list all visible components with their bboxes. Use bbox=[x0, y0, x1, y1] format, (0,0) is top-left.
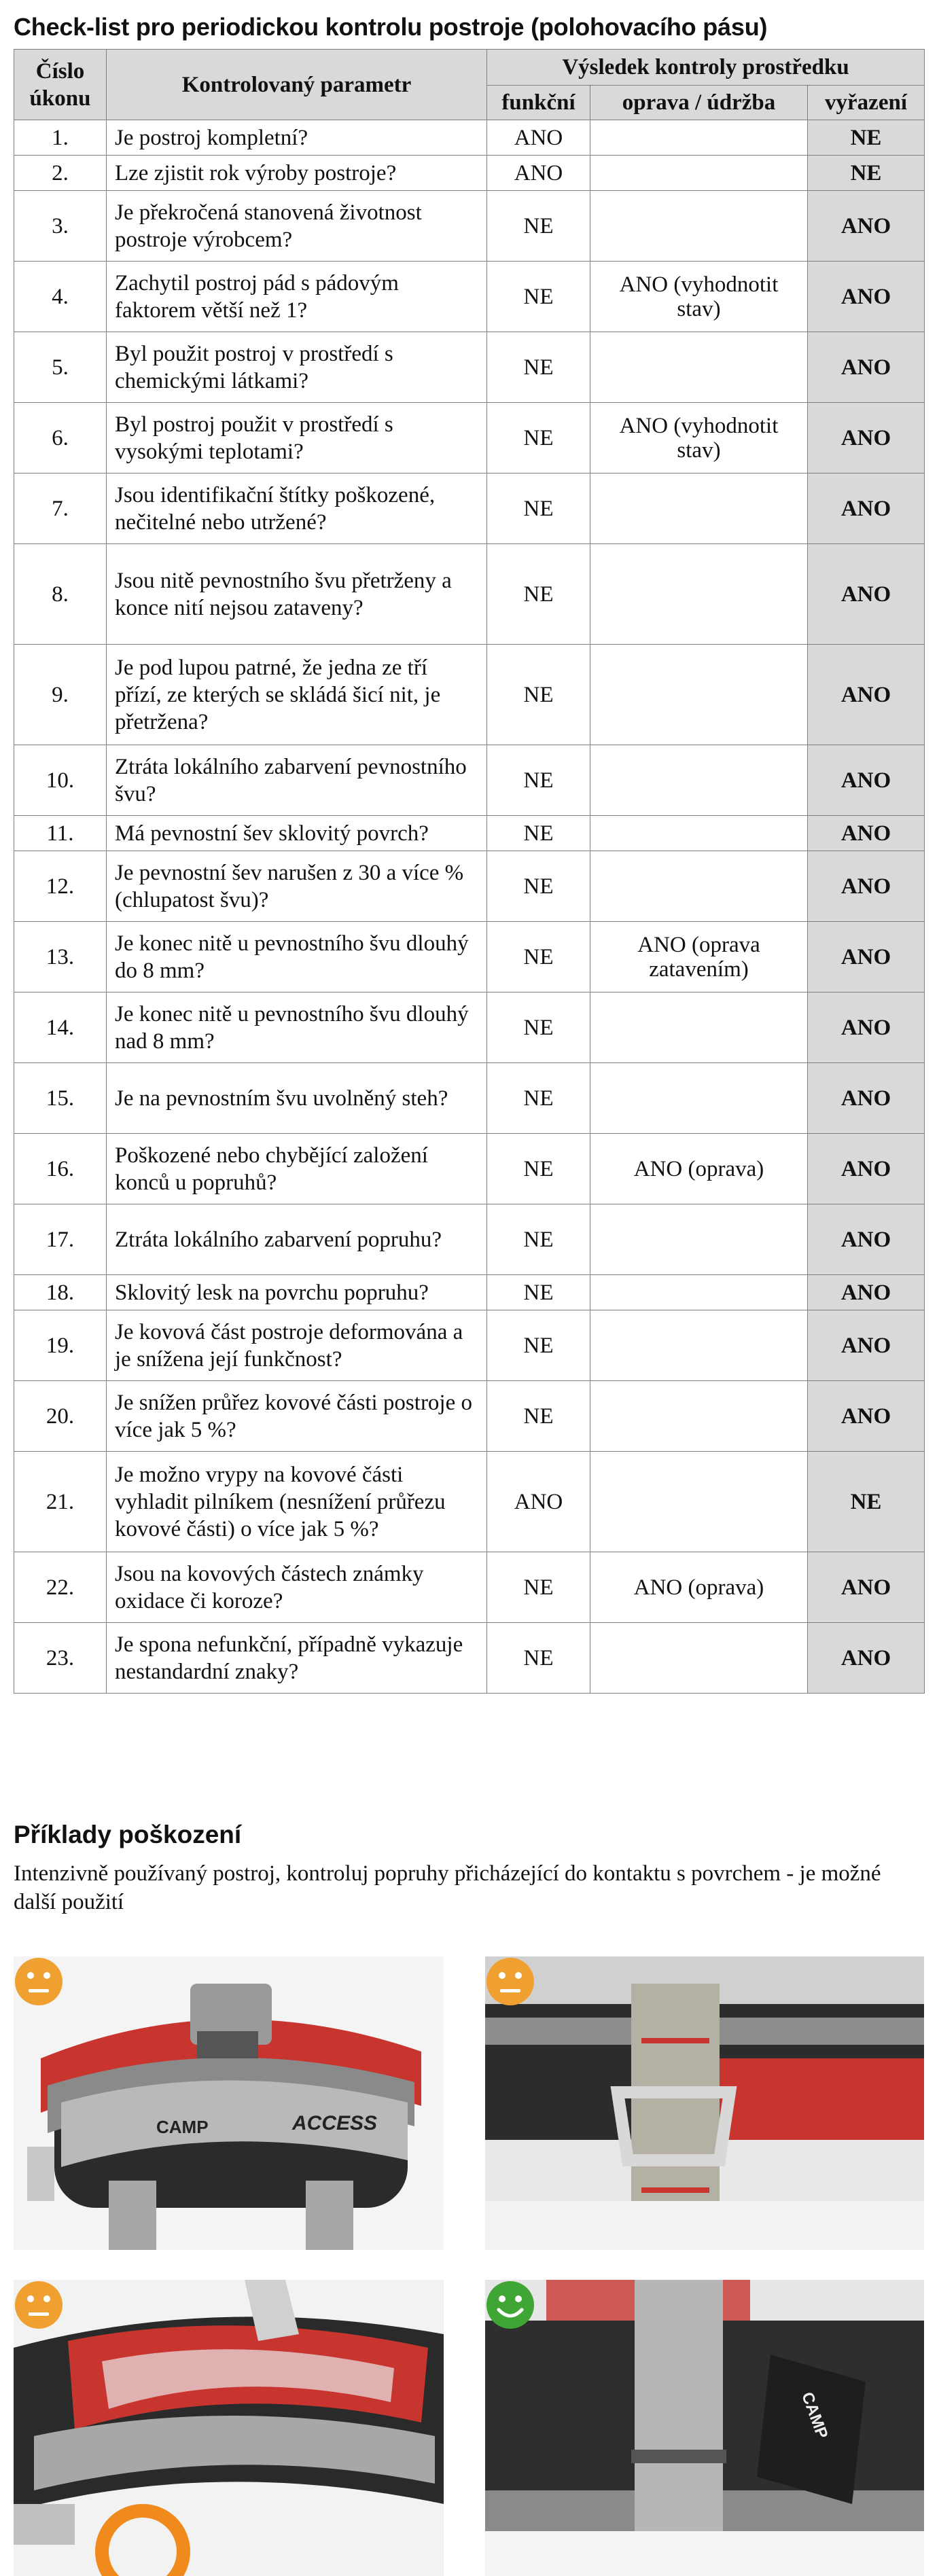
row-discard: ANO bbox=[808, 816, 925, 851]
row-discard: ANO bbox=[808, 1623, 925, 1694]
row-repair bbox=[590, 1381, 808, 1452]
row-parameter: Lze zjistit rok výroby postroje? bbox=[107, 156, 487, 191]
harness-photo-3-drawing bbox=[14, 2280, 444, 2576]
row-repair bbox=[590, 816, 808, 851]
header-repair: oprava / údržba bbox=[590, 86, 808, 120]
table-row bbox=[14, 1381, 925, 1452]
checklist-table bbox=[14, 49, 925, 1694]
row-discard: ANO bbox=[808, 191, 925, 262]
header-number: Číslo úkonu bbox=[14, 50, 107, 120]
row-repair bbox=[590, 1452, 808, 1552]
row-repair bbox=[590, 544, 808, 645]
row-functional: NE bbox=[487, 544, 590, 645]
row-number: 23. bbox=[14, 1623, 107, 1694]
row-number: 2. bbox=[14, 156, 107, 191]
row-functional: ANO bbox=[487, 156, 590, 191]
row-number: 13. bbox=[14, 922, 107, 992]
camp-logo-text: CAMP bbox=[156, 2117, 209, 2137]
smiling-face-icon bbox=[485, 2280, 535, 2330]
row-repair: ANO (oprava) bbox=[590, 1552, 808, 1623]
harness-photo-4-drawing bbox=[485, 2280, 924, 2576]
row-repair bbox=[590, 156, 808, 191]
row-number: 11. bbox=[14, 816, 107, 851]
access-logo-text: ACCESS bbox=[292, 2112, 378, 2134]
table-row bbox=[14, 1204, 925, 1275]
row-functional: NE bbox=[487, 403, 590, 473]
row-discard: NE bbox=[808, 156, 925, 191]
row-functional: NE bbox=[487, 816, 590, 851]
table-row bbox=[14, 544, 925, 645]
table-row bbox=[14, 262, 925, 332]
row-functional: NE bbox=[487, 191, 590, 262]
row-discard: NE bbox=[808, 120, 925, 156]
harness-photo-2 bbox=[485, 1956, 924, 2250]
row-repair bbox=[590, 645, 808, 745]
row-functional: NE bbox=[487, 1134, 590, 1204]
row-discard: ANO bbox=[808, 544, 925, 645]
row-number: 18. bbox=[14, 1275, 107, 1310]
row-discard: ANO bbox=[808, 922, 925, 992]
row-parameter: Poškozené nebo chybějící založení konců u popruhů? bbox=[107, 1134, 487, 1204]
harness-photo-4 bbox=[485, 2280, 924, 2576]
row-parameter: Je postroj kompletní? bbox=[107, 120, 487, 156]
row-functional: ANO bbox=[487, 1452, 590, 1552]
table-row bbox=[14, 191, 925, 262]
row-discard: ANO bbox=[808, 332, 925, 403]
table-row bbox=[14, 922, 925, 992]
row-number: 7. bbox=[14, 473, 107, 544]
examples-heading: Příklady poškození bbox=[14, 1821, 242, 1848]
row-number: 9. bbox=[14, 645, 107, 745]
neutral-face-icon bbox=[14, 2280, 64, 2330]
table-row bbox=[14, 1063, 925, 1134]
row-discard: ANO bbox=[808, 1381, 925, 1452]
harness-photo-1-drawing bbox=[14, 1956, 444, 2250]
row-number: 14. bbox=[14, 992, 107, 1063]
row-discard: ANO bbox=[808, 1275, 925, 1310]
row-functional: NE bbox=[487, 922, 590, 992]
harness-photo-2-drawing bbox=[485, 1956, 924, 2250]
row-number: 10. bbox=[14, 745, 107, 816]
header-parameter: Kontrolovaný parametr bbox=[107, 50, 487, 120]
row-parameter: Sklovitý lesk na povrchu popruhu? bbox=[107, 1275, 487, 1310]
row-number: 17. bbox=[14, 1204, 107, 1275]
header-result: Výsledek kontroly prostředku bbox=[487, 50, 925, 86]
table-row bbox=[14, 120, 925, 156]
header-discard: vyřazení bbox=[808, 86, 925, 120]
row-functional: NE bbox=[487, 1381, 590, 1452]
row-parameter: Byl použit postroj v prostředí s chemickými látkami? bbox=[107, 332, 487, 403]
row-parameter: Je překročená stanovená životnost postroje výrobcem? bbox=[107, 191, 487, 262]
harness-photo-1 bbox=[14, 1956, 444, 2250]
row-repair: ANO (oprava zatavením) bbox=[590, 922, 808, 992]
row-parameter: Zachytil postroj pád s pádovým faktorem větší než 1? bbox=[107, 262, 487, 332]
neutral-face-icon bbox=[485, 1956, 535, 2007]
table-row bbox=[14, 816, 925, 851]
row-discard: ANO bbox=[808, 851, 925, 922]
row-number: 12. bbox=[14, 851, 107, 922]
row-discard: ANO bbox=[808, 1310, 925, 1381]
row-repair bbox=[590, 191, 808, 262]
table-row bbox=[14, 1452, 925, 1552]
row-repair bbox=[590, 1204, 808, 1275]
row-discard: ANO bbox=[808, 1204, 925, 1275]
row-repair: ANO (vyhodnotit stav) bbox=[590, 262, 808, 332]
camp-buckle-text: CAMP bbox=[798, 2389, 832, 2441]
row-repair bbox=[590, 1275, 808, 1310]
row-functional: NE bbox=[487, 1204, 590, 1275]
row-parameter: Je na pevnostním švu uvolněný steh? bbox=[107, 1063, 487, 1134]
row-functional: ANO bbox=[487, 120, 590, 156]
row-parameter: Má pevnostní šev sklovitý povrch? bbox=[107, 816, 487, 851]
table-row bbox=[14, 992, 925, 1063]
table-row bbox=[14, 1552, 925, 1623]
table-row bbox=[14, 1623, 925, 1694]
row-repair bbox=[590, 745, 808, 816]
table-row bbox=[14, 745, 925, 816]
row-parameter: Byl postroj použit v prostředí s vysokými teplotami? bbox=[107, 403, 487, 473]
header-functional: funkční bbox=[487, 86, 590, 120]
row-parameter: Je konec nitě u pevnostního švu dlouhý nad 8 mm? bbox=[107, 992, 487, 1063]
row-repair bbox=[590, 851, 808, 922]
table-row bbox=[14, 1134, 925, 1204]
row-repair bbox=[590, 992, 808, 1063]
table-row bbox=[14, 851, 925, 922]
row-parameter: Je konec nitě u pevnostního švu dlouhý do 8 mm? bbox=[107, 922, 487, 992]
row-discard: ANO bbox=[808, 473, 925, 544]
row-number: 6. bbox=[14, 403, 107, 473]
harness-photo-3 bbox=[14, 2280, 444, 2576]
row-parameter: Ztráta lokálního zabarvení popruhu? bbox=[107, 1204, 487, 1275]
row-repair bbox=[590, 120, 808, 156]
row-repair: ANO (vyhodnotit stav) bbox=[590, 403, 808, 473]
row-discard: ANO bbox=[808, 1552, 925, 1623]
table-row bbox=[14, 1275, 925, 1310]
row-repair bbox=[590, 332, 808, 403]
row-number: 20. bbox=[14, 1381, 107, 1452]
row-discard: ANO bbox=[808, 403, 925, 473]
table-row bbox=[14, 403, 925, 473]
row-functional: NE bbox=[487, 851, 590, 922]
row-functional: NE bbox=[487, 262, 590, 332]
row-functional: NE bbox=[487, 645, 590, 745]
row-functional: NE bbox=[487, 1275, 590, 1310]
row-number: 4. bbox=[14, 262, 107, 332]
page bbox=[14, 0, 924, 2441]
row-parameter: Je pevnostní šev narušen z 30 a více % (chlupatost švu)? bbox=[107, 851, 487, 922]
row-number: 21. bbox=[14, 1452, 107, 1552]
row-repair bbox=[590, 473, 808, 544]
row-discard: ANO bbox=[808, 745, 925, 816]
row-parameter: Je spona nefunkční, případně vykazuje nestandardní znaky? bbox=[107, 1623, 487, 1694]
row-repair bbox=[590, 1063, 808, 1134]
row-parameter: Je pod lupou patrné, že jedna ze tří přízí, ze kterých se skládá šicí nit, je přetržena? bbox=[107, 645, 487, 745]
row-number: 15. bbox=[14, 1063, 107, 1134]
row-functional: NE bbox=[487, 1310, 590, 1381]
row-functional: NE bbox=[487, 473, 590, 544]
row-repair bbox=[590, 1310, 808, 1381]
row-functional: NE bbox=[487, 1552, 590, 1623]
table-row bbox=[14, 332, 925, 403]
row-parameter: Ztráta lokálního zabarvení pevnostního švu? bbox=[107, 745, 487, 816]
row-parameter: Je kovová část postroje deformována a je snížena její funkčnost? bbox=[107, 1310, 487, 1381]
table-row bbox=[14, 156, 925, 191]
row-repair bbox=[590, 1623, 808, 1694]
row-parameter: Jsou identifikační štítky poškozené, nečitelné nebo utržené? bbox=[107, 473, 487, 544]
examples-description: Intenzivně používaný postroj, kontroluj popruhy přicházející do kontaktu s povrchem - je možné další použití bbox=[14, 1861, 881, 1914]
row-discard: ANO bbox=[808, 992, 925, 1063]
row-number: 3. bbox=[14, 191, 107, 262]
row-functional: NE bbox=[487, 992, 590, 1063]
row-number: 8. bbox=[14, 544, 107, 645]
row-discard: ANO bbox=[808, 262, 925, 332]
row-number: 5. bbox=[14, 332, 107, 403]
row-discard: NE bbox=[808, 1452, 925, 1552]
row-parameter: Jsou na kovových částech známky oxidace či koroze? bbox=[107, 1552, 487, 1623]
page-title: Check-list pro periodickou kontrolu postroje (polohovacího pásu) bbox=[14, 13, 768, 41]
row-functional: NE bbox=[487, 332, 590, 403]
row-parameter: Je snížen průřez kovové části postroje o více jak 5 %? bbox=[107, 1381, 487, 1452]
row-repair: ANO (oprava) bbox=[590, 1134, 808, 1204]
row-discard: ANO bbox=[808, 1063, 925, 1134]
row-parameter: Jsou nitě pevnostního švu přetrženy a konce nití nejsou zataveny? bbox=[107, 544, 487, 645]
table-row bbox=[14, 645, 925, 745]
row-discard: ANO bbox=[808, 645, 925, 745]
row-discard: ANO bbox=[808, 1134, 925, 1204]
row-parameter: Je možno vrypy na kovové části vyhladit pilníkem (nesnížení průřezu kovové části) o více jak 5 %? bbox=[107, 1452, 487, 1552]
row-functional: NE bbox=[487, 1063, 590, 1134]
row-number: 16. bbox=[14, 1134, 107, 1204]
row-functional: NE bbox=[487, 1623, 590, 1694]
row-number: 19. bbox=[14, 1310, 107, 1381]
row-number: 22. bbox=[14, 1552, 107, 1623]
neutral-face-icon bbox=[14, 1956, 64, 2007]
row-number: 1. bbox=[14, 120, 107, 156]
row-functional: NE bbox=[487, 745, 590, 816]
table-row bbox=[14, 473, 925, 544]
table-row bbox=[14, 1310, 925, 1381]
